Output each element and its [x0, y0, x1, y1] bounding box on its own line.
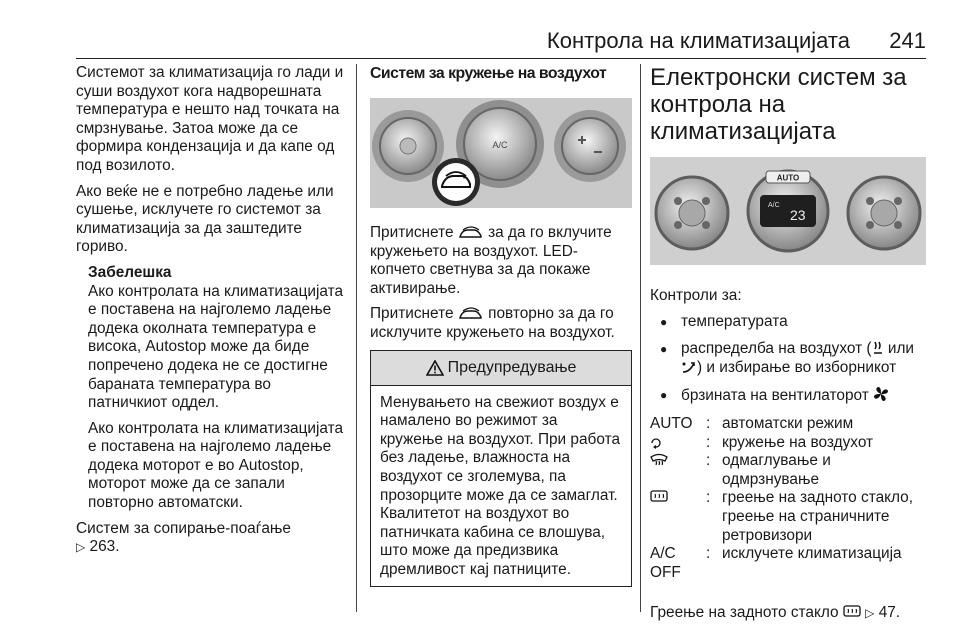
paragraph: Притиснете повторно за да го исклучите кружењето на воздухот. — [370, 305, 615, 341]
control-value: кружење на воздухот — [722, 433, 874, 451]
climate-panel-illustration — [650, 157, 926, 265]
recirculation-photo — [370, 98, 632, 208]
reference-arrow-icon: ▷ — [865, 606, 875, 621]
control-value: греење на задното стакло, греење на страничните ретровизори — [722, 489, 914, 544]
airflow-icon — [681, 360, 697, 374]
note-paragraph: Ако контролата на климатизацијата е поставена на најголемо ладење додека околната температура е висока, Autostop може да биде попречено додека не се достигне бараната температура во патничкиот оддел. — [88, 282, 344, 412]
rear-window-heat-icon — [650, 490, 668, 504]
page-header — [76, 28, 926, 59]
controls-intro: Контроли за: — [650, 287, 742, 304]
reference-text: Систем за сопирање-поаѓање — [76, 519, 291, 537]
control-value: одмаглување и одмрзнување — [722, 452, 831, 488]
list-item: ● распределба на воздухот ( или ) и избирање во изборникот — [650, 340, 926, 377]
list-item: ● брзината на вентилаторот — [650, 386, 926, 406]
defrost-icon — [650, 453, 668, 467]
auto-button-label: AUTO — [776, 173, 800, 183]
control-row: A/C OFF : исклучете климатизација — [650, 545, 926, 582]
column-divider — [356, 64, 357, 612]
reference-page: 263. — [89, 538, 120, 556]
airflow-icon — [872, 341, 884, 355]
column-divider — [640, 64, 641, 612]
page-title: Контрола на климатизацијата — [546, 28, 850, 53]
climate-panel-photo — [650, 157, 926, 265]
paragraph: Притиснете за да го вклучите кружењето на воздухот. LED-копчето светнува за да покаже активирање. — [370, 224, 612, 297]
controls-bullet-list — [650, 313, 926, 406]
cross-reference[interactable] — [76, 520, 348, 557]
warning-box — [370, 350, 632, 587]
control-key: AUTO — [650, 414, 693, 432]
control-row: : одмаглување и одмрзнување — [650, 452, 926, 489]
control-value: исклучете климатизација — [722, 545, 902, 563]
column-right — [650, 64, 926, 630]
ac-display-label: A/C — [768, 202, 780, 209]
ac-knob-label: A/C — [492, 140, 508, 150]
cross-reference[interactable]: Греење на задното стакло ▷ 47. — [650, 604, 901, 622]
column-middle — [370, 64, 632, 587]
warning-title: Предупредување — [447, 358, 577, 376]
paragraph: Системот за климатизација го лади и суши воздухот кога надворешната температура е нешто над точката на смрзнување. Затоа може да се формира кондензација и да капе од под возилото. — [76, 64, 344, 174]
control-key: A/C OFF — [650, 545, 681, 581]
control-row: AUTO : автоматски режим — [650, 415, 926, 434]
control-row: : кружење на воздухот — [650, 434, 926, 453]
climate-knobs-illustration — [370, 98, 632, 208]
reference-arrow-icon: ▷ — [76, 540, 86, 555]
paragraph: Ако веќе не е потребно ладење или сушење, исклучете го системот за климатизација за да заштедите гориво. — [76, 182, 334, 256]
note-paragraph: Ако контролата на климатизацијата е поставена на најголемо ладење додека моторот е во Autostop, моторот може да се запали повторно автоматски. — [88, 419, 344, 512]
recirculation-icon — [650, 437, 662, 449]
list-item: ● температурата — [650, 313, 926, 332]
temperature-display: 23 — [790, 207, 806, 223]
section-heading: Систем за кружење на воздухот — [370, 65, 607, 82]
note-heading: Забелешка — [88, 263, 172, 281]
warning-header — [371, 351, 631, 386]
control-row: : греење на задното стакло, греење на страничните ретровизори — [650, 489, 926, 545]
fan-icon — [873, 386, 889, 402]
page-number: 241 — [889, 28, 926, 53]
column-left — [76, 64, 348, 564]
control-value: автоматски режим — [722, 414, 854, 432]
warning-text: Менувањето на свежиот воздух е намалено во режимот за кружење на воздухот. При работа без ладење, влажноста на воздухот се зголемува, па прозорците може да се замаглат. Квалитетот на воздухот во патничката кабина се влошува, што може да предизвика дремливост кај патниците. — [380, 393, 621, 578]
recirculation-icon — [458, 225, 484, 239]
warning-triangle-icon — [426, 360, 444, 376]
recirculation-icon — [458, 306, 484, 320]
controls-definition-list — [650, 415, 926, 582]
section-title: Електронски систем за контрола на климатизацијата — [650, 64, 907, 145]
rear-window-heat-icon — [843, 605, 861, 619]
